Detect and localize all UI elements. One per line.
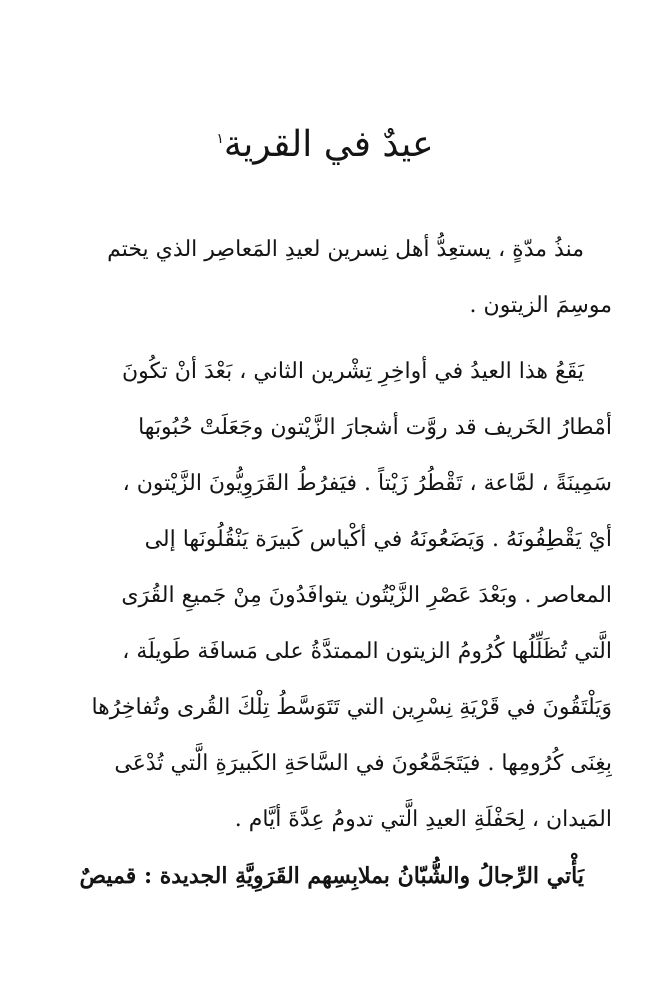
footnote-marker: ١	[216, 131, 224, 147]
text-line: الَّتي تُظَلِّلُها كُرُومُ الزيتون الممتدَّةُ على مَسافَة طَويلَة ،	[122, 639, 612, 664]
text-line: يَقَعُ هذا العيدُ في أواخِرِ تِشْرين الثاني ، بَعْدَ أنْ تكُونَ	[121, 359, 584, 384]
chapter-title-text: عيدٌ في القرية	[223, 124, 434, 165]
paragraph-intro	[34, 222, 612, 334]
text-line: وَيَلْتَقُونَ في قَرْيَةِ نِسْرِين التي تَتَوَسَّطُ تِلْكَ القُرى وتُفاخِرُها	[91, 695, 612, 720]
chapter-title	[0, 120, 650, 170]
text-line: يَأْتي الرِّجالُ والشُّبّانُ بملابِسِهم القَرَوِيَّةِ الجديدة : قميصٌ	[79, 863, 584, 889]
text-line: المعاصر . وبَعْدَ عَصْرِ الزَّيْتُون يتوافَدُونَ مِنْ جَميعِ القُرَى	[121, 583, 612, 608]
paragraph-festival	[34, 344, 612, 848]
text-line: منذُ مدّةٍ ، يستعِدُّ أهل نِسرين لعيدِ المَعاصِر الذي يختم	[107, 237, 584, 262]
text-line: سَمِينَةً ، لمَّاعة ، تَقْطُرُ زَيْتاً . فيَفرُطُ القَرَوِيُّونَ الزَّيْتون ،	[122, 471, 612, 496]
text-line: المَيدان ، لِحَفْلَةِ العيدِ الَّتي تدومُ عِدَّةَ أيَّام .	[234, 807, 612, 832]
text-line: موسِمَ الزيتون .	[469, 293, 612, 318]
text-line: أيْ يَقْطِفُونَهُ . وَيَضَعُونَهُ في أكْياس كَبيرَة يَنْقُلُونَها إلى	[144, 527, 612, 552]
text-line: أمْطارُ الخَريف قد روَّت أشجارَ الزَّيْتون وجَعَلَتْ حُبُوبَها	[138, 415, 612, 440]
text-line: بِغِنَى كُرُومِها . فيَتَجَمَّعُونَ في السَّاحَةِ الكَبيرَةِ الَّتي تُدْعَى	[114, 751, 612, 776]
paragraph-clothing	[34, 848, 612, 904]
